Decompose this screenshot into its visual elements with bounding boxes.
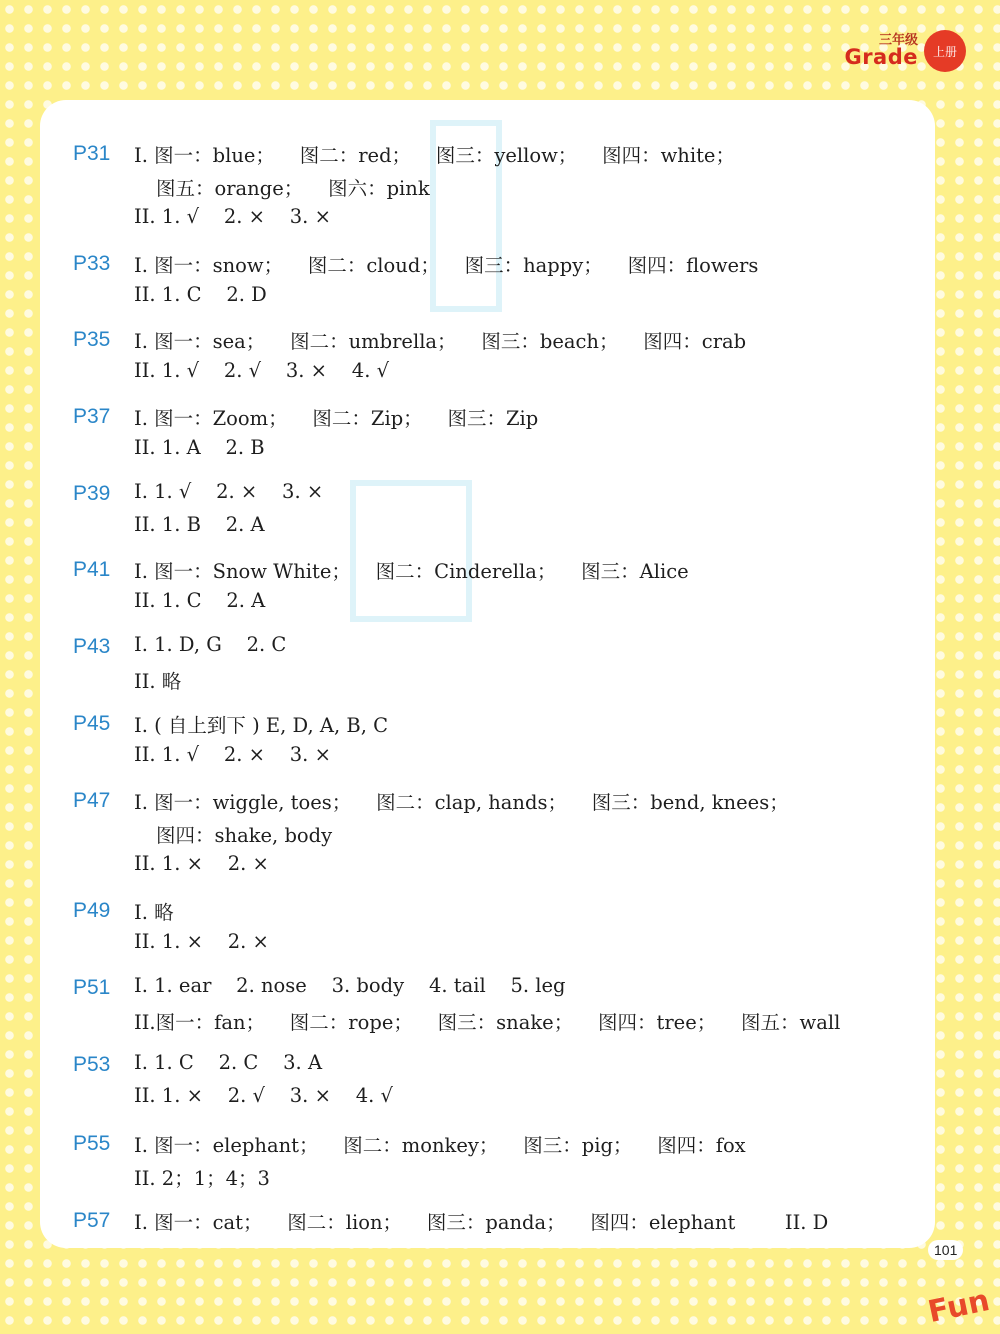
badge-grade-en: Grade [844, 45, 918, 69]
answer-line: I. 图一：snow； 图二：cloud； 图三：happy； 图四：flowers [134, 254, 759, 277]
answer-panel [40, 100, 935, 1248]
page-ref: P43 [73, 635, 111, 658]
volume-badge: 上册 [924, 30, 966, 72]
answer-line: II. 略 [134, 669, 182, 693]
answer-line: II. 1. B 2. A [134, 512, 265, 536]
answer-line: II. 1. √ 2. √ 3. × 4. √ [134, 358, 390, 382]
answer-line: I. 图一：cat； 图二：lion； 图三：panda； 图四：elephant II. D [134, 1211, 829, 1234]
badge-grade-cn: 三年级 [878, 33, 918, 48]
answer-line: II. 1. × 2. √ 3. × 4. √ [134, 1083, 393, 1107]
page-ref: P33 [73, 252, 111, 275]
watermark-frame [350, 480, 472, 622]
page-ref: P39 [73, 482, 111, 505]
answer-line: II. 1. × 2. × [134, 852, 269, 875]
answer-line: I. 1. C 2. C 3. A [134, 1051, 323, 1074]
page-ref: P45 [73, 712, 111, 735]
answer-line: I. ( 自上到下 ) E, D, A, B, C [134, 714, 389, 737]
page-ref: P37 [73, 405, 111, 428]
page-ref: P35 [73, 328, 111, 351]
answer-line: I. 图一：elephant； 图二：monkey； 图三：pig； 图四：fox [134, 1134, 746, 1157]
grade-badge [844, 30, 966, 72]
corner-logo: Fun [925, 1282, 993, 1331]
page-ref: P57 [73, 1209, 111, 1232]
page-ref: P53 [73, 1053, 111, 1076]
answer-line: II. 1. √ 2. × 3. × [134, 205, 331, 228]
answer-line: I. 1. D, G 2. C [134, 633, 287, 656]
page-ref: P41 [73, 558, 111, 581]
page-number: 101 [928, 1240, 963, 1260]
answer-line: I. 图一：Zoom； 图二：Zip； 图三：Zip [134, 407, 539, 430]
page-ref: P51 [73, 976, 111, 999]
answer-line: I. 图一：wiggle, toes； 图二：clap, hands； 图三：bend, knees； [134, 791, 789, 814]
answer-line: I. 1. √ 2. × 3. × [134, 480, 324, 503]
answer-line: II. 2；1；4；3 [134, 1166, 270, 1190]
answer-line: II. 1. C 2. D [134, 282, 267, 306]
answer-line: I. 略 [134, 901, 174, 924]
page-ref: P49 [73, 899, 111, 922]
answer-line: II. 1. A 2. B [134, 435, 265, 459]
answer-line: I. 图一：sea； 图二：umbrella； 图三：beach； 图四：crab [134, 330, 747, 353]
answer-line: II.图一：fan； 图二：rope； 图三：snake； 图四：tree； 图五：wall [134, 1010, 841, 1034]
answer-line: II. 1. × 2. × [134, 929, 269, 953]
answer-line: I. 图一：blue； 图二：red； 图三：yellow； 图四：white； [134, 144, 735, 167]
answer-line: I. 1. ear 2. nose 3. body 4. tail 5. leg [134, 974, 566, 997]
answer-line: I. 图一：Snow White； 图二：Cinderella； 图三：Alice [134, 560, 689, 583]
answer-line: II. 1. C 2. A [134, 588, 266, 612]
answer-line: 图五：orange； 图六：pink [156, 176, 430, 200]
page-ref: P31 [73, 142, 111, 165]
answer-line: II. 1. √ 2. × 3. × [134, 742, 331, 766]
page-ref: P47 [73, 789, 111, 812]
page-ref: P55 [73, 1132, 111, 1155]
badge-text [844, 34, 918, 68]
answer-line: 图四：shake, body [156, 823, 333, 847]
